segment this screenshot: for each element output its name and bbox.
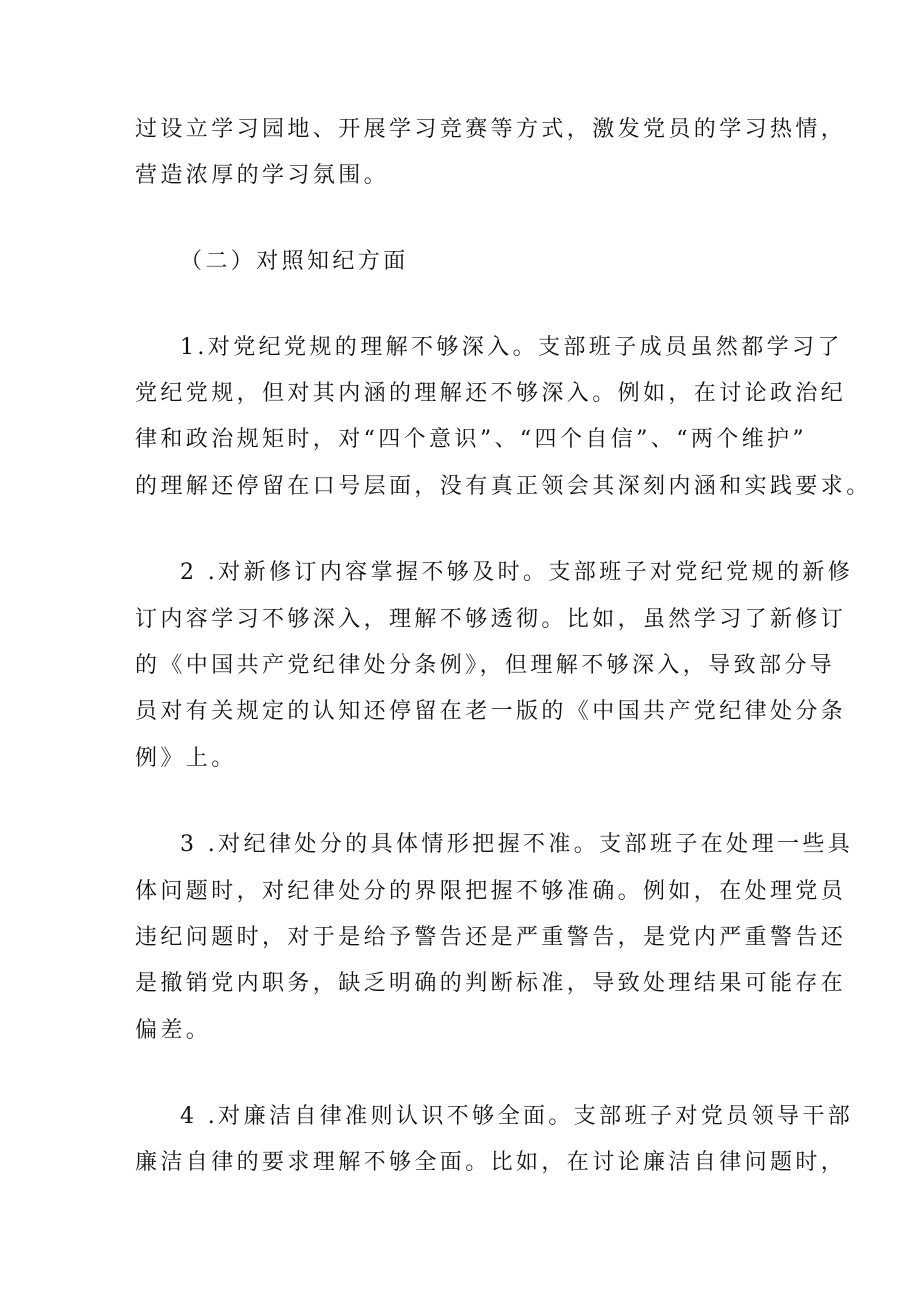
section-heading: （二）对照知纪方面: [180, 249, 409, 274]
paragraph-line: 是撤销党内职务，缺乏明确的判断标准，导致处理结果可能存在: [135, 971, 847, 996]
paragraph-line: 体问题时，对纪律处分的界限把握不够准确。例如，在处理党员: [135, 879, 847, 904]
paragraph-line: 过设立学习园地、开展学习竞赛等方式，激发党员的学习热情，: [135, 117, 847, 142]
paragraph-line: 3 .对纪律处分的具体情形把握不准。支部班子在处理一些具: [180, 832, 854, 857]
paragraph-line: 廉洁自律的要求理解不够全面。比如，在讨论廉洁自律问题时，: [135, 1150, 847, 1175]
paragraph-line: 2 .对新修订内容掌握不够及时。支部班子对党纪党规的新修: [180, 560, 854, 585]
paragraph-line: 党纪党规，但对其内涵的理解还不够深入。例如，在讨论政治纪: [135, 381, 847, 406]
paragraph-line: 的《中国共产党纪律处分条例》，但理解不够深入，导致部分导: [135, 653, 836, 678]
paragraph-line: 偏差。: [135, 1018, 212, 1043]
paragraph-line: 例》上。: [135, 746, 237, 771]
paragraph-line: 律和政治规矩时，对“四个意识”、“四个自信”、“两个维护”: [135, 427, 808, 452]
paragraph-line: 违纪问题时，对于是给予警告还是严重警告，是党内严重警告还: [135, 925, 847, 950]
paragraph-line: 1.对党纪党规的理解不够深入。支部班子成员虽然都学习了: [180, 335, 843, 360]
paragraph-line: 员对有关规定的认知还停留在老一版的《中国共产党纪律处分条: [135, 699, 847, 724]
paragraph-line: 订内容学习不够深入，理解不够透彻。比如，虽然学习了新修订: [135, 607, 847, 632]
paragraph-line: 营造浓厚的学习氛围。: [135, 163, 390, 188]
paragraph-line: 4 .对廉洁自律准则认识不够全面。支部班子对党员领导干部: [180, 1104, 854, 1129]
paragraph-line: 的理解还停留在口号层面，没有真正领会其深刻内涵和实践要求。: [135, 474, 872, 499]
